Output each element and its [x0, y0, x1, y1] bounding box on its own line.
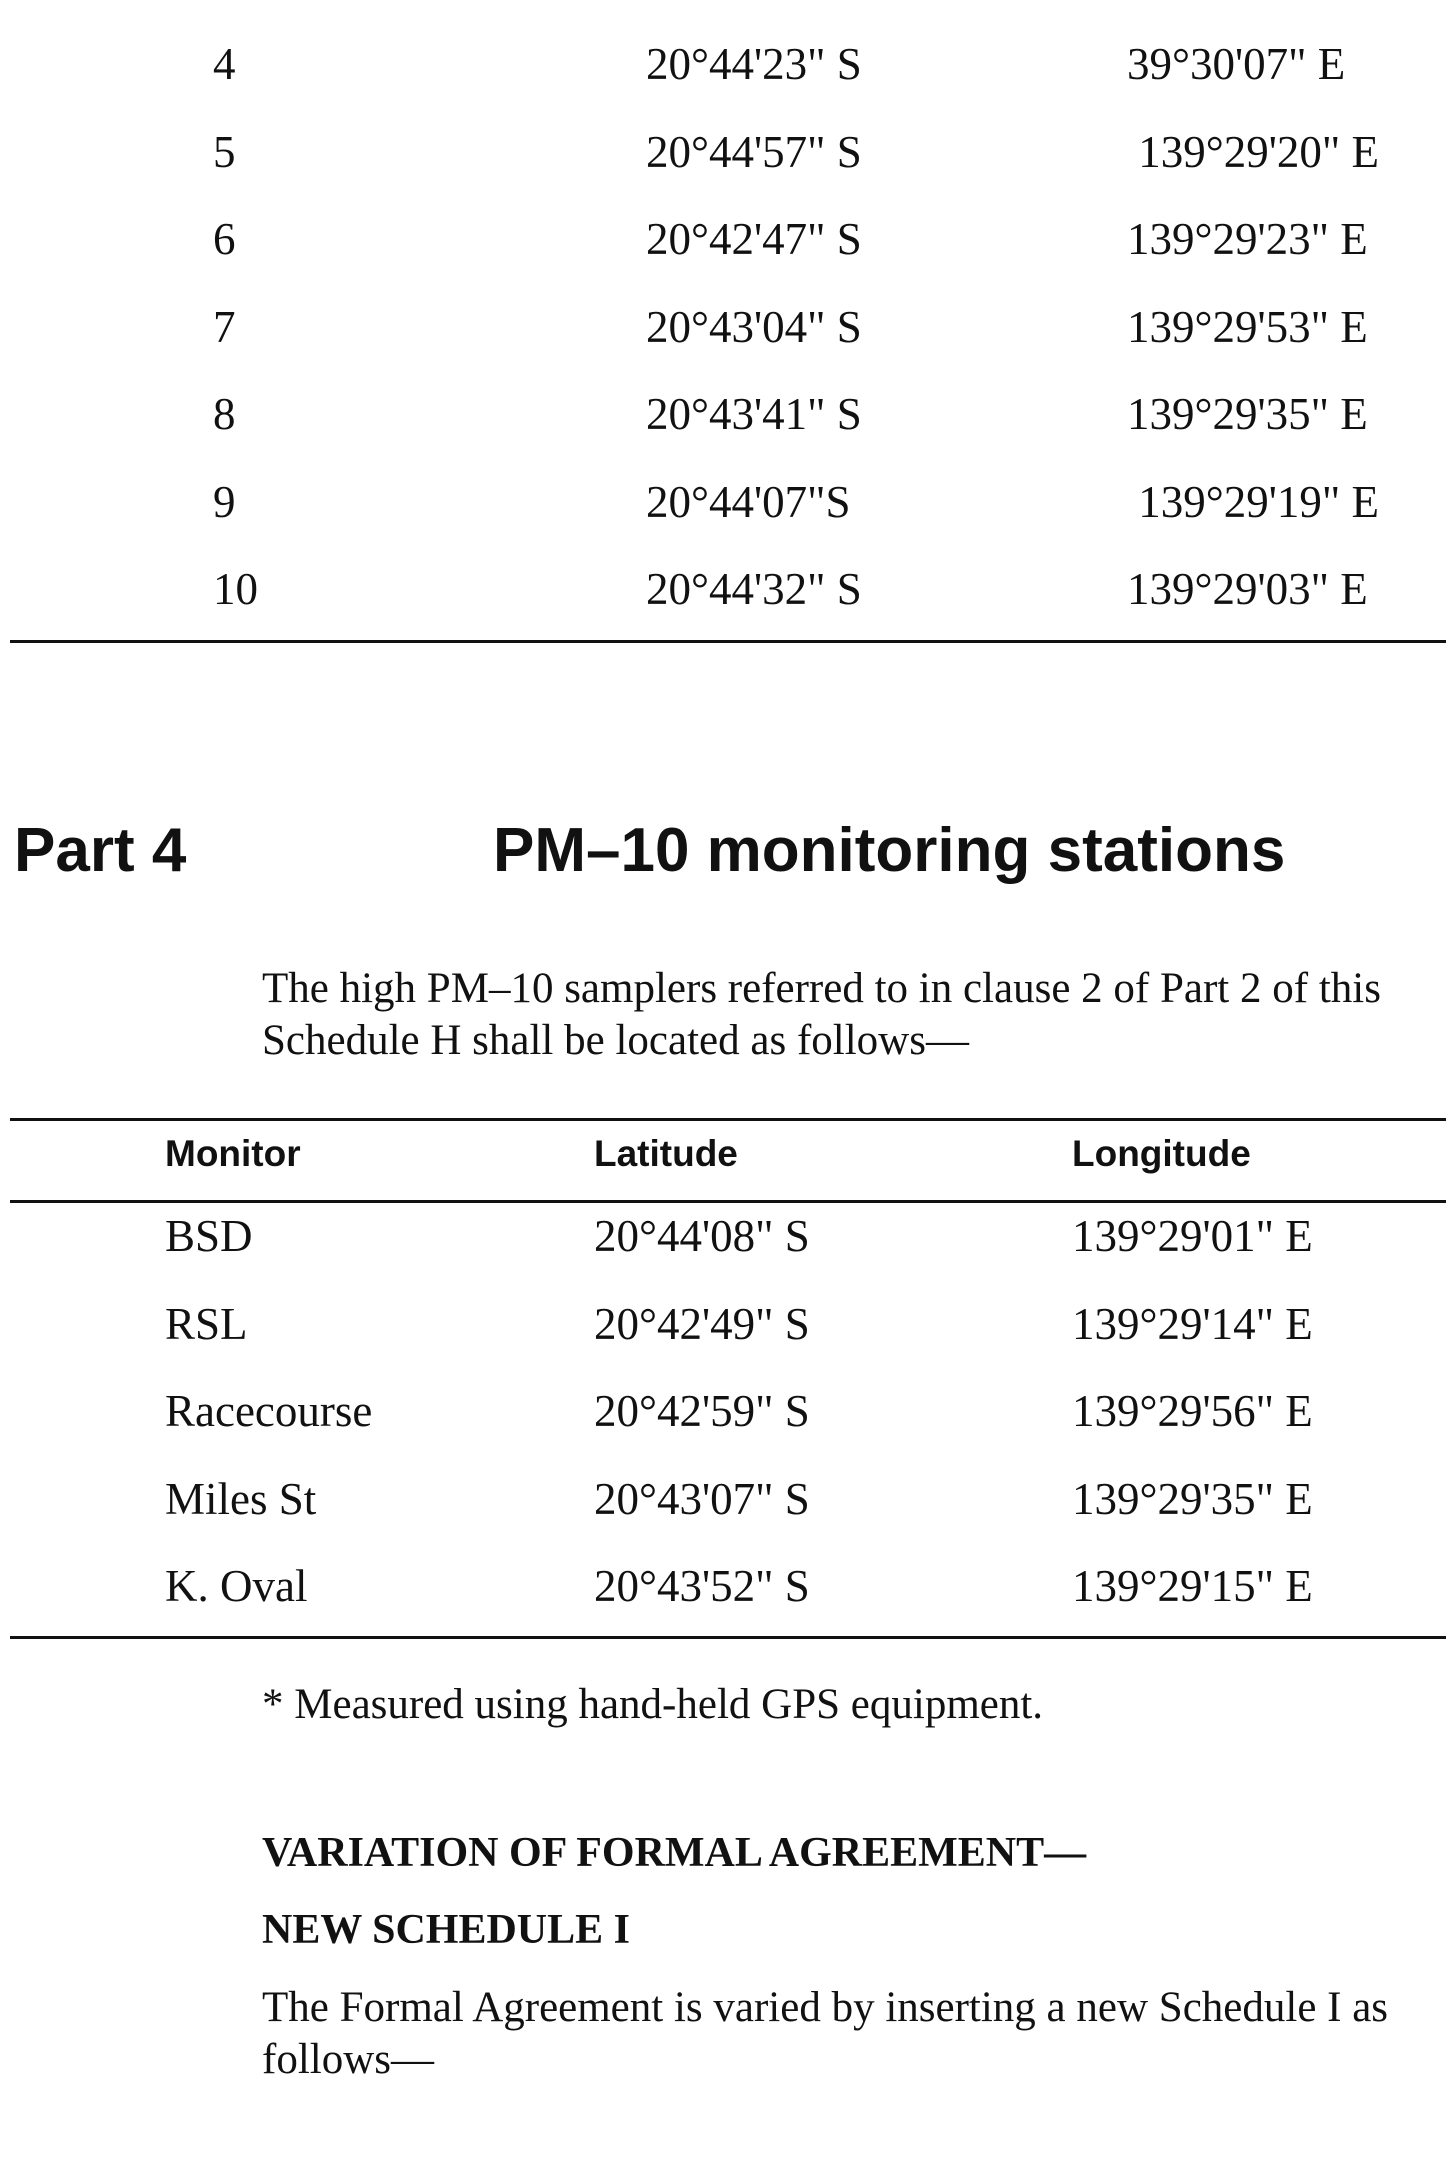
header-rule	[10, 1200, 1446, 1203]
table-row	[0, 380, 1453, 468]
latitude-cell: 20°43'52" S	[594, 1561, 810, 1611]
monitor-cell: K. Oval	[165, 1561, 308, 1611]
table-row	[0, 118, 1453, 206]
longitude-cell: 139°29'19" E	[1127, 476, 1379, 527]
table-bottom-rule	[10, 640, 1446, 643]
table-top-rule	[10, 1118, 1446, 1121]
latitude-cell: 20°43'04" S	[646, 301, 862, 352]
longitude-cell: 139°29'35" E	[1127, 389, 1368, 439]
footnote: * Measured using hand-held GPS equipment.	[262, 1681, 1044, 1728]
latitude-cell: 20°42'49" S	[594, 1298, 810, 1349]
monitor-cell: Miles St	[165, 1473, 317, 1524]
latitude-cell: 20°43'41" S	[646, 389, 862, 439]
longitude-cell: 139°29'20" E	[1127, 126, 1379, 177]
latitude-cell: 20°42'59" S	[594, 1386, 810, 1436]
monitor-table	[0, 1210, 1453, 1648]
table-row	[0, 293, 1453, 381]
longitude-cell: 39°30'07" E	[1127, 39, 1346, 89]
variation-heading: VARIATION OF FORMAL AGREEMENT—	[262, 1830, 1087, 1876]
longitude-cell: 139°29'03" E	[1127, 564, 1368, 614]
variation-paragraph: The Formal Agreement is varied by inserting a new Schedule I as follows—	[262, 1984, 1389, 2083]
monitor-cell: RSL	[165, 1298, 248, 1349]
latitude-cell: 20°44'23" S	[646, 39, 862, 89]
monitor-cell: Racecourse	[165, 1386, 373, 1436]
monitor-cell: BSD	[165, 1211, 253, 1261]
point-number: 7	[213, 301, 236, 352]
column-header-longitude: Longitude	[1072, 1133, 1251, 1174]
table-row	[0, 555, 1453, 643]
part-title: PM–10 monitoring stations	[493, 816, 1286, 885]
longitude-cell: 139°29'56" E	[1072, 1386, 1313, 1436]
table-row	[0, 468, 1453, 556]
longitude-cell: 139°29'35" E	[1072, 1473, 1313, 1524]
point-number: 10	[213, 564, 258, 614]
longitude-cell: 139°29'23" E	[1127, 214, 1368, 264]
table-row	[0, 1560, 1453, 1648]
table-row	[0, 1210, 1453, 1298]
point-number: 8	[213, 389, 236, 439]
longitude-cell: 139°29'01" E	[1072, 1211, 1313, 1261]
longitude-cell: 139°29'53" E	[1127, 301, 1368, 352]
table-row	[0, 205, 1453, 293]
table-row	[0, 1298, 1453, 1386]
latitude-cell: 20°44'07"S	[646, 476, 851, 527]
column-header-latitude: Latitude	[594, 1133, 738, 1174]
point-number: 5	[213, 126, 236, 177]
point-number: 6	[213, 214, 236, 264]
table-row	[0, 30, 1453, 118]
table-bottom-rule	[10, 1636, 1446, 1639]
schedule-heading: NEW SCHEDULE I	[262, 1907, 630, 1953]
latitude-cell: 20°44'08" S	[594, 1211, 810, 1261]
point-number: 4	[213, 39, 236, 89]
intro-paragraph: The high PM–10 samplers referred to in clause 2 of Part 2 of this Schedule H shall be located as follows—	[262, 965, 1381, 1064]
latitude-cell: 20°42'47" S	[646, 214, 862, 264]
part-number: Part 4	[14, 816, 187, 885]
point-number: 9	[213, 476, 236, 527]
latitude-cell: 20°44'32" S	[646, 564, 862, 614]
latitude-cell: 20°43'07" S	[594, 1473, 810, 1524]
column-header-monitor: Monitor	[165, 1133, 301, 1174]
longitude-cell: 139°29'14" E	[1072, 1298, 1313, 1349]
table-row	[0, 1385, 1453, 1473]
table-row	[0, 1473, 1453, 1561]
latitude-cell: 20°44'57" S	[646, 126, 862, 177]
coordinates-table	[0, 30, 1453, 643]
longitude-cell: 139°29'15" E	[1072, 1561, 1313, 1611]
